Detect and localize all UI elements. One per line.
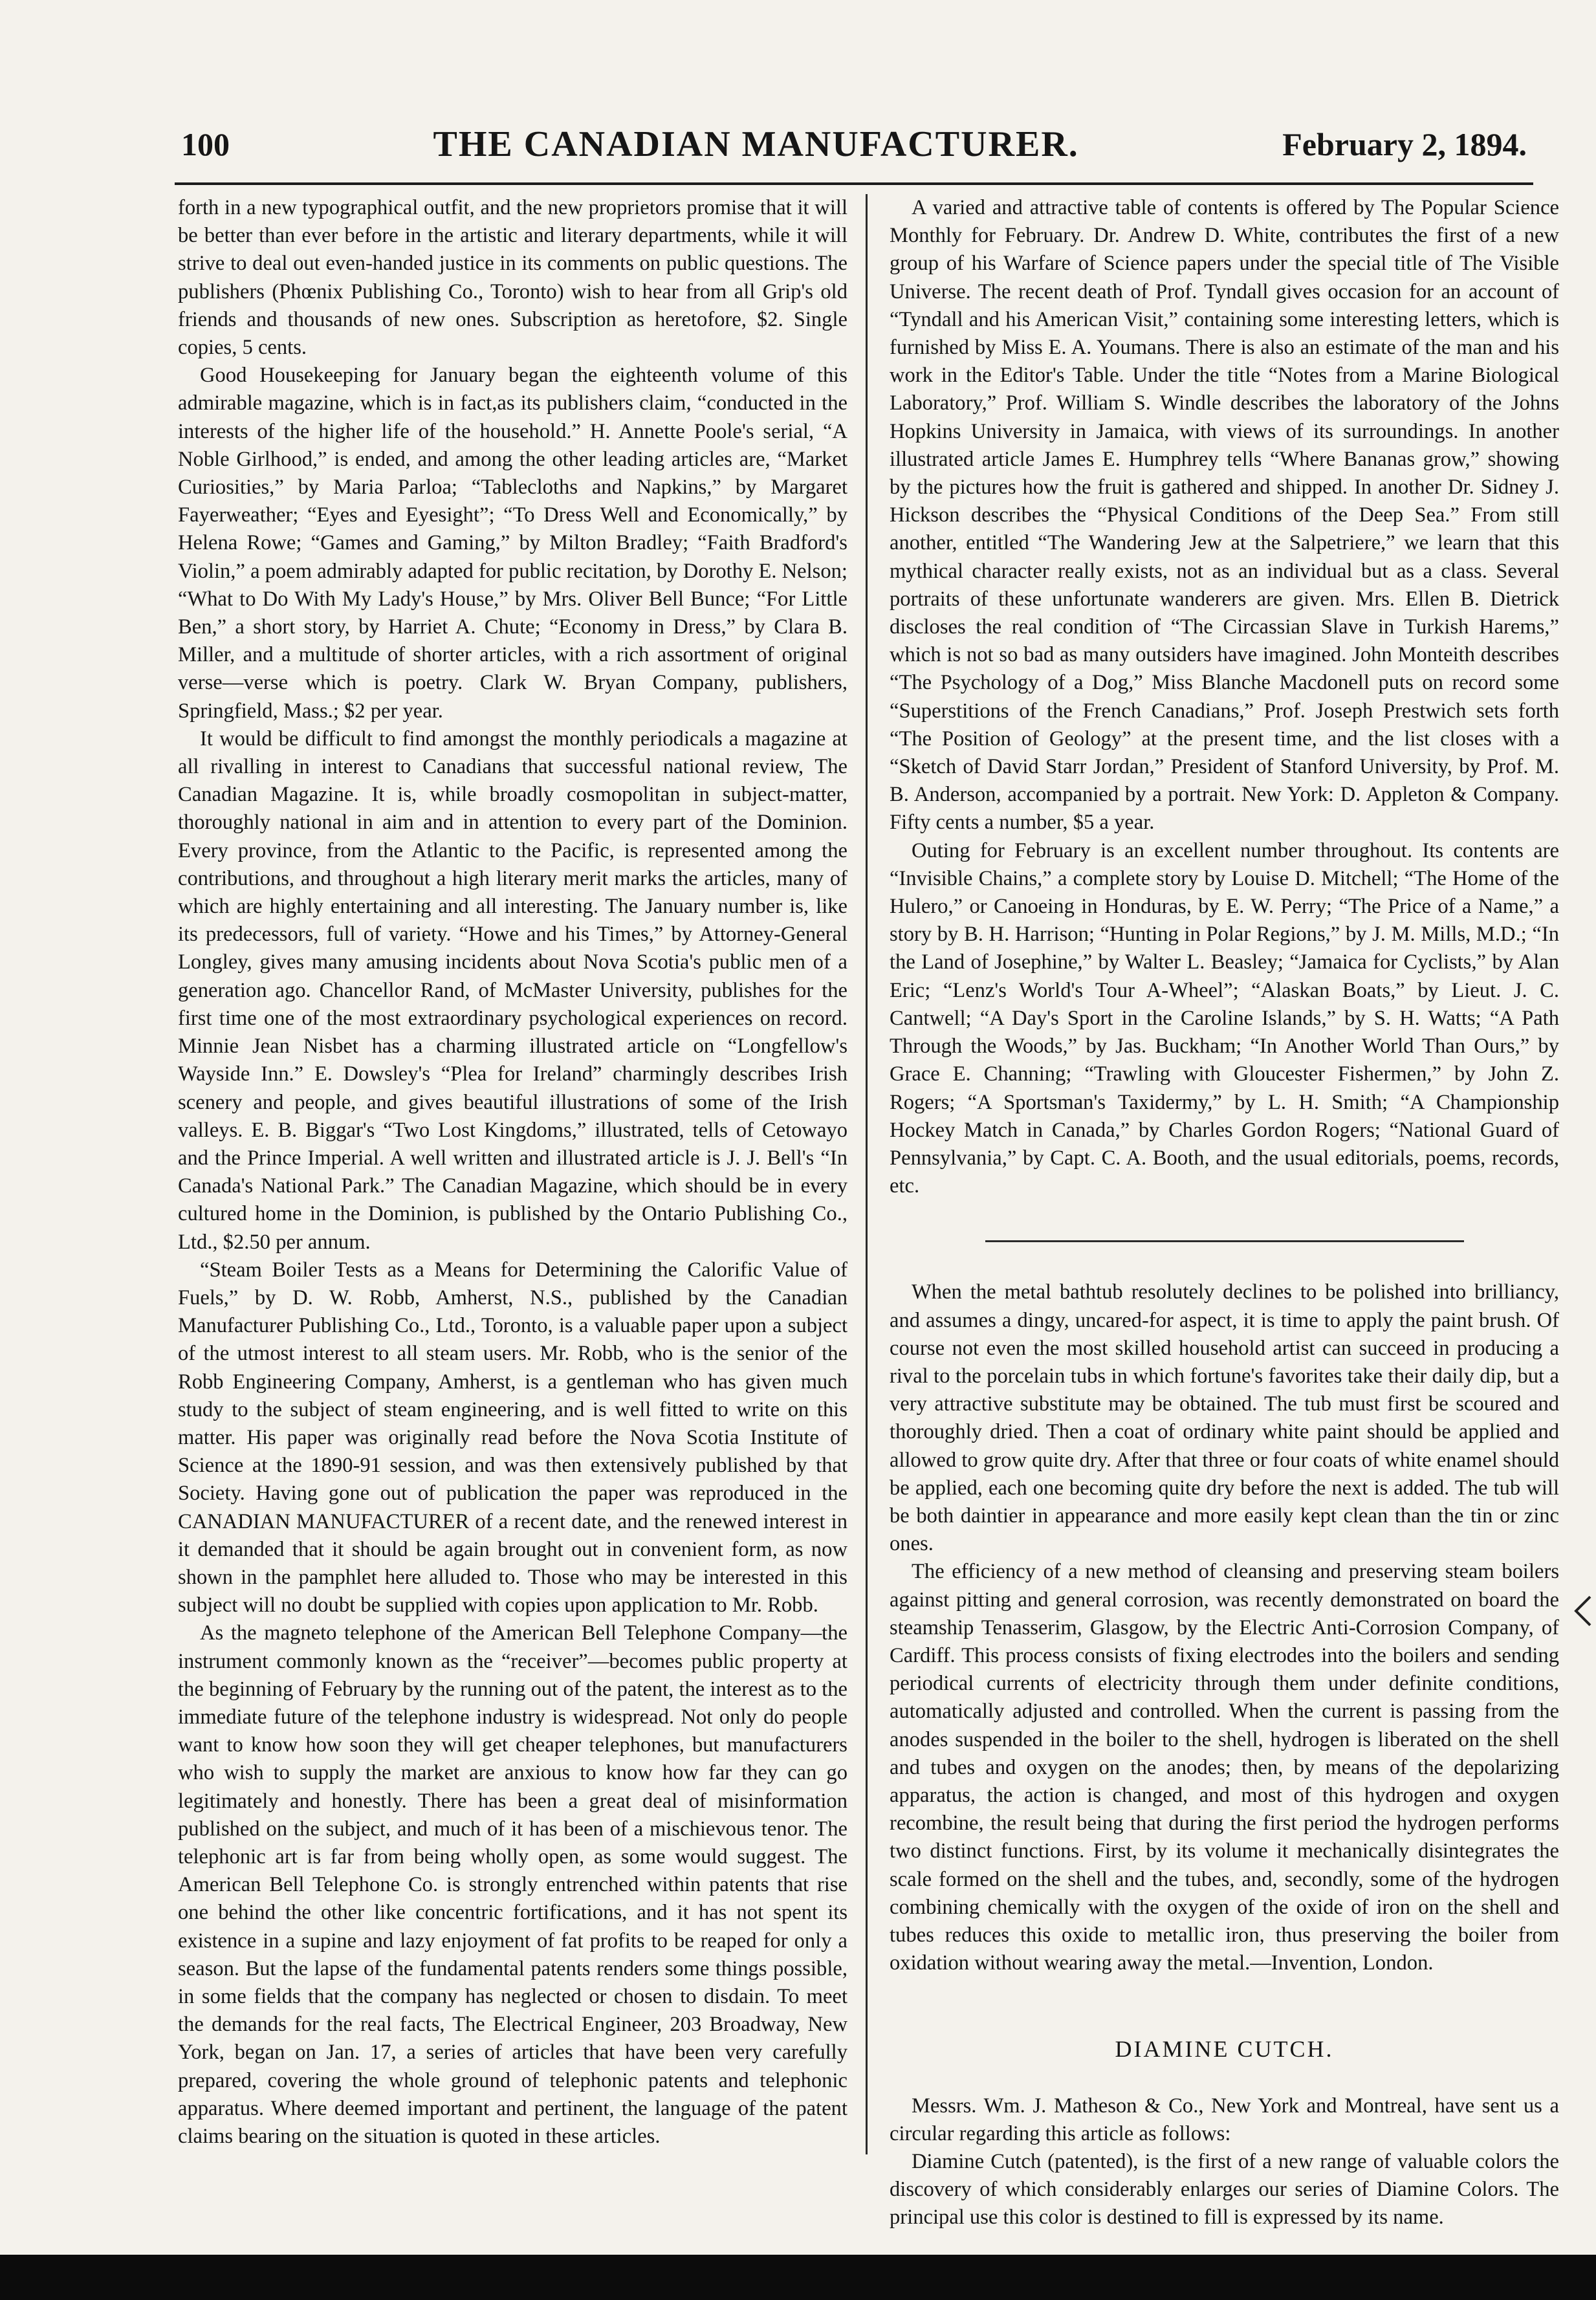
scan-bottom-border: [0, 2255, 1596, 2300]
paragraph-canadian-magazine: It would be difficult to find amongst the monthly periodicals a magazine at all rivalling in interest to Canadians that successful national review, The Canadian Magazine. It is, while broadly cosmopolitan in subject-matter, thoroughly national in aim and in attention to every part of the Dominion. Every province, from the Atlantic to the Pacific, is represented among the contributions, and throughout a high literary merit marks the articles, many of which are highly entertaining and all interesting. The January number is, like its predecessors, full of variety. “Howe and his Times,” by Attorney-General Longley, gives many amusing incidents about Nova Scotia's public men of a generation ago. Chancellor Rand, of McMaster University, publishes for the first time one of the most extraordinary psychological experiences on record. Minnie Jean Nisbet has a charming illustrated article on “Longfellow's Wayside Inn.” E. Dowsley's “Plea for Ireland” charmingly describes Irish scenery and people, and gives beautiful illustrations of some of the Irish valleys. E. B. Biggar's “Two Lost Kingdoms,” illustrated, tells of Cetowayo and the Prince Imperial. A well written and illustrated article is J. J. Bell's “In Canada's National Park.” The Canadian Magazine, which should be in every cultured home in the Dominion, is published by the Ontario Publishing Co., Ltd., $2.50 per annum.: [178, 727, 847, 1254]
diamine-cutch-title: DIAMINE CUTCH.: [1115, 2036, 1334, 2063]
column-divider: [866, 194, 868, 2154]
section-heading: [890, 2035, 1559, 2063]
paragraph-matheson: Messrs. Wm. J. Matheson & Co., New York and Montreal, have sent us a circular regarding this article as follows:: [890, 2094, 1559, 2145]
publication-title: THE CANADIAN MANUFACTURER.: [433, 124, 1079, 164]
paragraph-outing: Outing for February is an excellent number throughout. Its contents are “Invisible Chains,” a complete story by Louise D. Mitchell; “The Home of the Hulero,” or Canoeing in Honduras, by E. W. Perry; “The Price of a Name,” a story by B. H. Harrison; “Hunting in Polar Regions,” by J. M. Mills, M.D.; “In the Land of Josephine,” by Walter L. Beasley; “Jamaica for Cyclists,” by Alan Eric; “Lenz's World's Tour A-Wheel”; “Alaskan Boats,” by Lieut. J. C. Cantwell; “A Day's Sport in the Caroline Islands,” by S. H. Watts; “A Path Through the Woods,” by Jas. Buckham; “In Another World Than Ours,” by Grace E. Channing; “Trawling with Gloucester Fishermen,” by John Z. Rogers; “A Sportsman's Taxidermy,” by L. H. Smith; “A Championship Hockey Match in Canada,” by Charles Gordon Rogers; “National Guard of Pennsylvania,” by Capt. C. A. Booth, and the usual editorials, poems, records, etc.: [890, 838, 1559, 1198]
header-rule: [175, 182, 1533, 185]
section-rule: [985, 1240, 1464, 1242]
paragraph-boiler-corrosion: The efficiency of a new method of cleansing and preserving steam boilers against pitting and general corrosion, was recently demonstrated on board the steamship Tenasserim, Glasgow, by the Electric Anti-Corrosion Company, of Cardiff. This process consists of fixing electrodes into the boilers and sending periodical currents of electricity through them under definite conditions, automatically adjusted and controlled. When the current is passing from the anodes suspended in the boiler to the shell, hydrogen is liberated on the shell and tubes and oxygen on the anodes; then, by means of the depolarizing apparatus, the action is changed, and most of this hydrogen and oxygen recombine, the result being that during the first period the hydrogen performs two distinct functions. First, by its volume it mechanically disintegrates the scale formed on the shell and the tubes, and, secondly, some of the hydrogen combining chemically with the oxygen of the oxide of iron on the shell and tubes reduces this oxide to metallic iron, thus preserving the boiler from oxidation without wearing away the metal.—Invention, London.: [890, 1560, 1559, 1975]
paragraph-good-housekeeping: Good Housekeeping for January began the eighteenth volume of this admirable magazine, which is in fact,as its publishers claim, “conducted in the interests of the higher life of the household.” H. Annette Poole's serial, “A Noble Girlhood,” is ended, and among the other leading articles are, “Market Curiosities,” by Maria Parloa; “Tablecloths and Napkins,” by Margaret Fayerweather; “Eyes and Eyesight”; “To Dress Well and Economically,” by Helena Rowe; “Games and Gaming,” by Milton Bradley; “Faith Bradford's Violin,” a poem admirably adapted for public recitation, by Dorothy E. Nelson; “What to Do With My Lady's House,” by Mrs. Oliver Bell Bunce; “For Little Ben,” a short story, by Harriet A. Chute; “Economy in Dress,” by Clara B. Miller, and a multitude of shorter articles, with a rich assortment of original verse—verse which is poetry. Clark W. Bryan Company, publishers, Springfield, Mass.; $2 per year.: [178, 364, 847, 723]
paragraph-bathtub: When the metal bathtub resolutely declines to be polished into brilliancy, and assumes a dingy, uncared-for aspect, it is time to apply the paint brush. Of course not even the most skilled household artist can succeed in producing a rival to the porcelain tubs in which fortune's favorites take their daily dip, but a very attractive substitute may be obtained. The tub must first be scoured and thoroughly dried. Then a coat of ordinary white paint should be applied and allowed to grow quite dry. After that three or four coats of white enamel should be applied, each one becoming quite dry before the next is added. The tub will be both daintier in appearance and more easily kept clean than the tin or zinc ones.: [890, 1280, 1559, 1556]
issue-date: February 2, 1894.: [1282, 126, 1527, 162]
page-number: 100: [181, 126, 230, 162]
paragraph-steam-boiler-tests: “Steam Boiler Tests as a Means for Determining the Calorific Value of Fuels,” by D. W. Robb, Amherst, N.S., published by the Canadian Manufacturer Publishing Co., Ltd., Toronto, is a valuable paper upon a subject of the utmost interest to all steam users. Mr. Robb, who is the senior of the Robb Engineering Company, Amherst, is a gentleman who has given much study to the subject of steam engineering, and is well fitted to write on this matter. His paper was originally read before the Nova Scotia Institute of Science at the 1890-91 session, and was then extensively published by that Society. Having gone out of publication the paper was reproduced in the CANADIAN MANUFACTURER of a recent date, and the renewed interest in it demanded that it should be again brought out in convenient form, as now shown in the pamphlet here alluded to. Those who may be interested in this subject will no doubt be supplied with copies upon application to Mr. Robb.: [178, 1258, 847, 1617]
left-column: [178, 194, 847, 2151]
paragraph-grip: forth in a new typographical outfit, and the new proprietors promise that it will be better than ever before in the artistic and literary departments, while it will strive to deal out even-handed justice in its comments on public questions. The publishers (Phœnix Publishing Co., Toronto) wish to hear from all Grip's old friends and thousands of new ones. Subscription as heretofore, $2. Single copies, 5 cents.: [178, 196, 847, 360]
paragraph-diamine-cutch: Diamine Cutch (patented), is the first of a new range of valuable colors the discovery of which considerably enlarges our series of Diamine Colors. The principal use this color is destined to fill is expressed by its name.: [890, 2150, 1559, 2229]
right-column: [890, 194, 1559, 2232]
paragraph-popular-science: A varied and attractive table of contents is offered by The Popular Science Monthly for February. Dr. Andrew D. White, contributes the first of a new group of his Warfare of Science papers under the special title of The Visible Universe. The recent death of Prof. Tyndall gives occasion for an account of “Tyndall and his American Visit,” containing some interesting letters, which is furnished by Miss E. A. Youmans. There is also an estimate of the man and his work in the Editor's Table. Under the title “Notes from a Marine Biological Laboratory,” Prof. William S. Windle describes the laboratory of the Johns Hopkins University in Jamaica, with views of its surroundings. In another illustrated article James E. Humphrey tells “Where Bananas grow,” showing by the pictures how the fruit is gathered and shipped. In another Dr. Sidney J. Hickson describes the “Physical Conditions of the Deep Sea.” From still another, entitled “The Wandering Jew at the Salpetriere,” we learn that this mythical character really exists, not as an individual but as a class. Several portraits of these unfortunate wanderers are given. Mrs. Ellen B. Dietrick discloses the real condition of “The Circassian Slave in Turkish Harems,” which is not so bad as many outsiders have imagined. John Monteith describes “The Psychology of a Dog,” Miss Blanche Macdonell puts on record some “Superstitions of the French Canadians,” Prof. Joseph Prestwich sets forth “The Position of Geology” at the present time, and the list closes with a “Sketch of David Starr Jordan,” President of Stanford University, by Prof. M. B. Anderson, accompanied by a portrait. New York: D. Appleton & Company. Fifty cents a number, $5 a year.: [890, 196, 1559, 835]
scan-edge-mark-icon: [1572, 1592, 1591, 1630]
page-header: [181, 115, 1527, 173]
paragraph-magneto-telephone: As the magneto telephone of the American Bell Telephone Company—the instrument commonly known as the “receiver”—becomes public property at the beginning of February by the running out of the patent, the interest as to the immediate future of the telephone industry is widespread. Not only do people want to know how soon they will get cheaper telephones, but manufacturers who wish to supply the market are anxious to know how far they can go legitimately and honestly. There has been a great deal of misinformation published on the subject, and much of it has been of a mischievous tenor. The telephonic art is far from being wholly open, as some would suggest. The American Bell Telephone Co. is strongly entrenched within patents that rise one behind the other like concentric fortifications, and it has not spent its existence in a supine and lazy enjoyment of fat profits to be reaped for only a season. But the lapse of the fundamental patents renders some things possible, in some fields that the company has neglected or chosen to disdain. To meet the demands for the real facts, The Electrical Engineer, 203 Broadway, New York, began on Jan. 17, a series of articles that have been very carefully prepared, covering the whole ground of telephonic patents and telephonic apparatus. Where deemed important and pertinent, the language of the patent claims bearing on the situation is quoted in these articles.: [178, 1621, 848, 2149]
